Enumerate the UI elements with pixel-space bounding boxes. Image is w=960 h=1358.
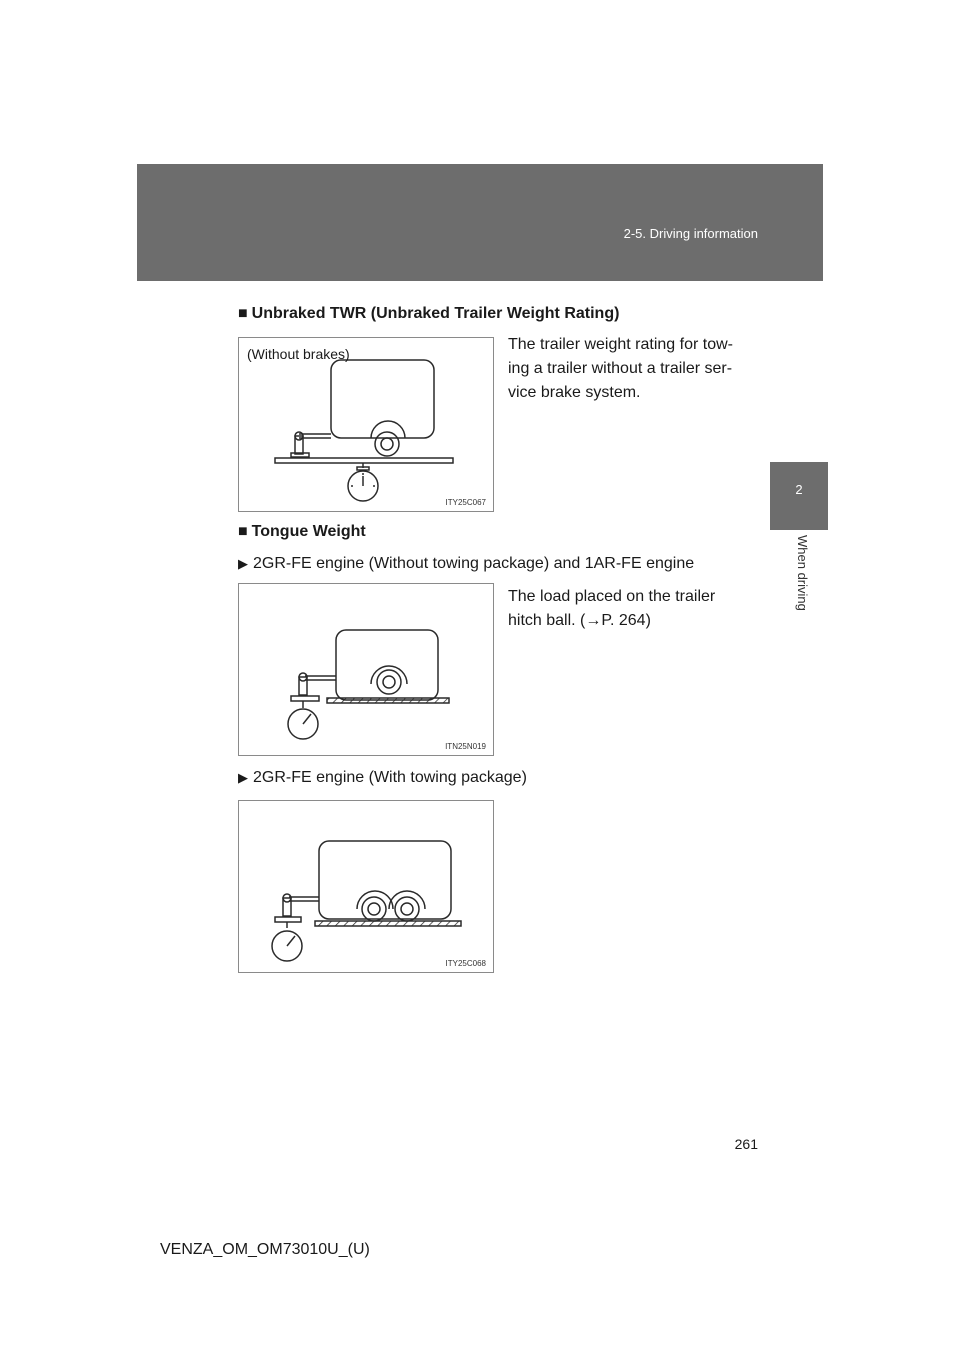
figure-code: ITN25N019	[445, 742, 486, 751]
triangle-bullet-icon: ▶	[238, 556, 248, 571]
figure-caption: (Without brakes)	[247, 346, 350, 362]
header-band	[137, 164, 823, 281]
section-title: 2-5. Driving information	[623, 226, 758, 241]
tandem-hitch-scale-illustration	[239, 801, 495, 974]
figure-tongue-weight-2	[238, 800, 494, 973]
figure-code: ITY25C067	[445, 498, 486, 507]
document-id: VENZA_OM_OM73010U_(U)	[160, 1241, 370, 1258]
trailer-scale-illustration	[239, 338, 495, 513]
page-number: 261	[734, 1136, 758, 1152]
figure-code: ITY25C068	[445, 959, 486, 968]
square-bullet-icon: ■	[238, 305, 248, 322]
unbraked-heading: ■ Unbraked TWR (Unbraked Trailer Weight Rating)	[238, 305, 620, 322]
square-bullet-icon: ■	[238, 523, 248, 540]
chapter-number: 2	[795, 482, 803, 497]
triangle-bullet-icon: ▶	[238, 770, 248, 785]
bullet-with-towing: ▶ 2GR-FE engine (With towing package)	[238, 769, 527, 786]
tongue-heading: ■ Tongue Weight	[238, 523, 366, 540]
hitch-scale-illustration	[239, 584, 495, 757]
chapter-tab	[770, 462, 828, 530]
figure-unbraked-trailer	[238, 337, 494, 512]
tongue-description: The load placed on the trailer hitch ball. (→P. 264)	[508, 588, 716, 629]
bullet-without-towing: ▶ 2GR-FE engine (Without towing package) and 1AR-FE engine	[238, 555, 695, 572]
chapter-tab-label: When driving	[795, 535, 810, 611]
unbraked-description: The trailer weight rating for tow- ing a trailer without a trailer ser- vice brake system.	[508, 336, 733, 401]
figure-tongue-weight-1	[238, 583, 494, 756]
